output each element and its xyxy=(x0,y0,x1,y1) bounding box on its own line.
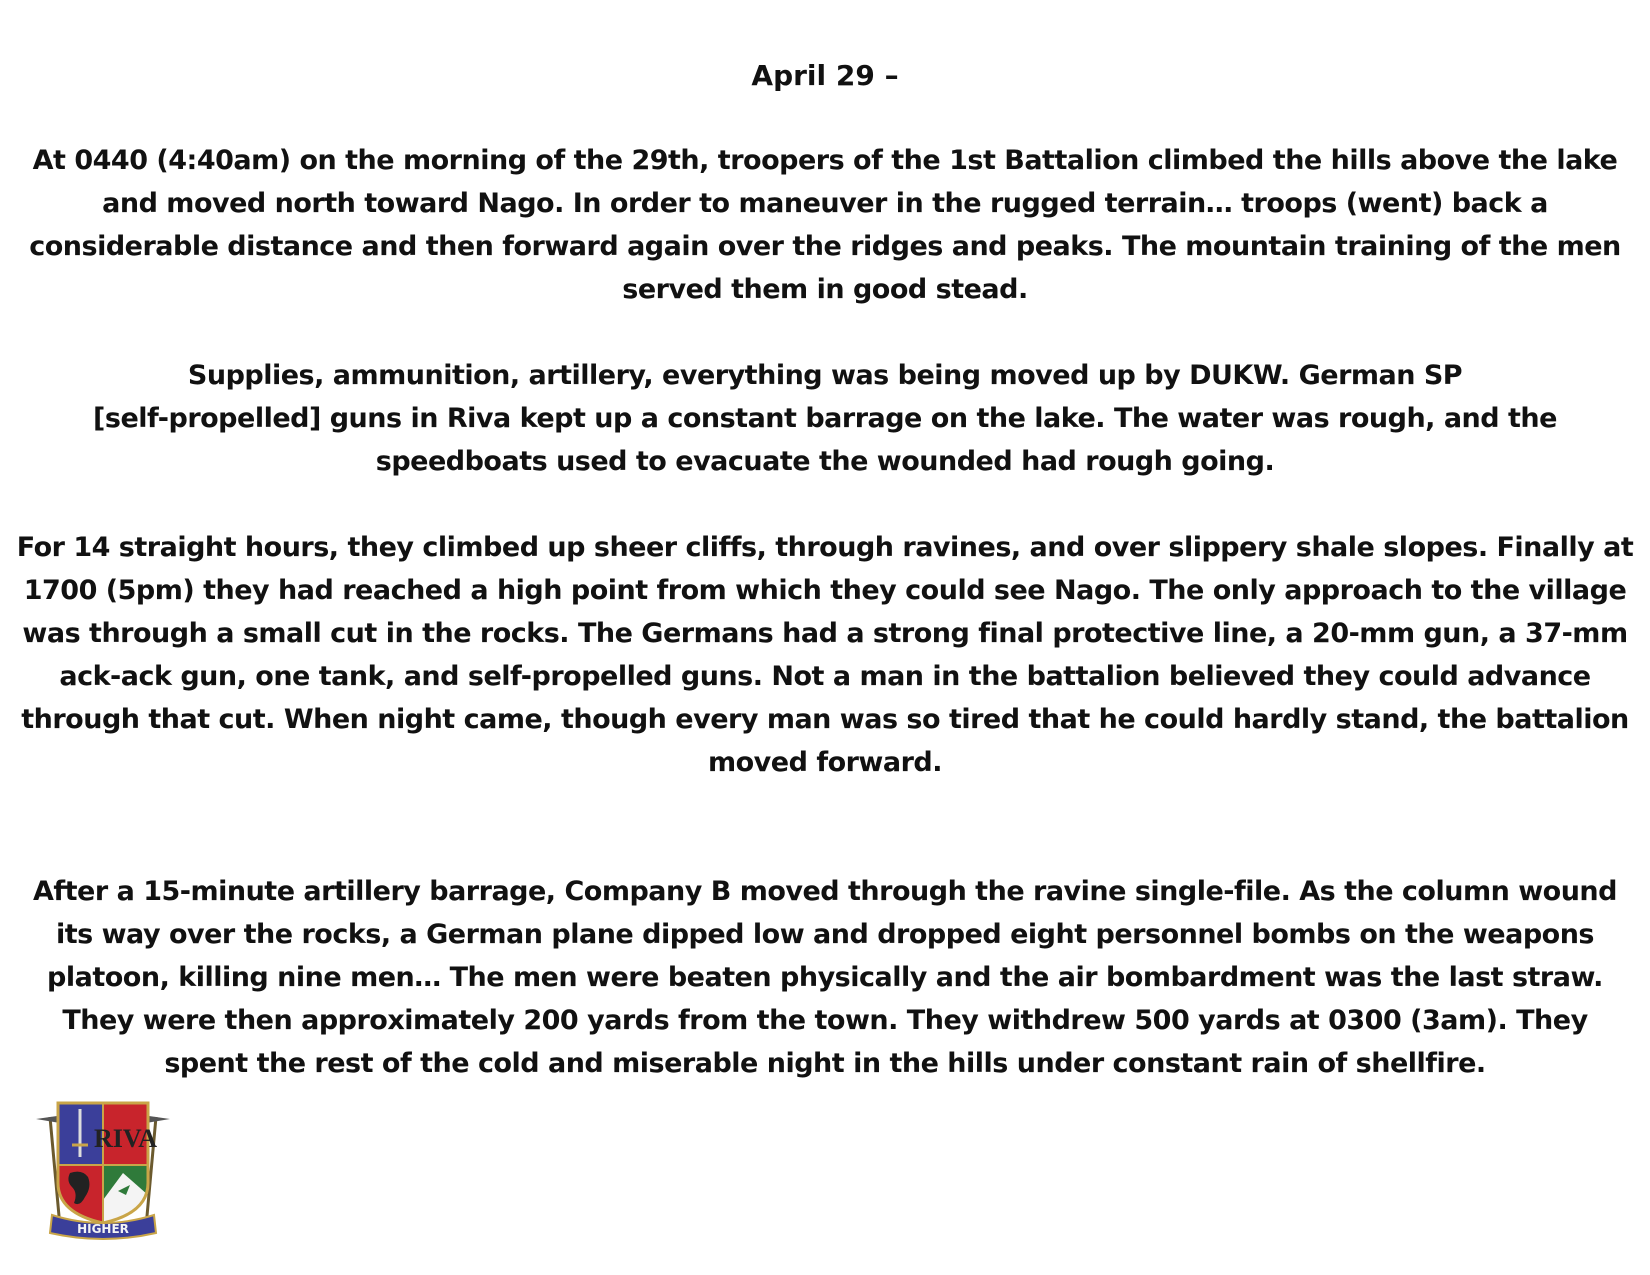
document-title: April 29 – xyxy=(751,59,899,92)
paragraph-4 xyxy=(0,870,1650,1085)
crest-svg xyxy=(30,1095,175,1240)
motto-text: HIGHER xyxy=(77,1222,129,1236)
paragraph-line: was through a small cut in the rocks. The Germans had a strong final protective line, a 20-mm gun, a 37-mm xyxy=(22,618,1628,649)
paragraph-line: spent the rest of the cold and miserable night in the hills under constant rain of shellfire. xyxy=(164,1048,1486,1079)
paragraph-line: 1700 (5pm) they had reached a high point from which they could see Nago. The only approach to the village xyxy=(23,575,1627,606)
paragraph-2 xyxy=(0,354,1650,483)
paragraph-line: moved forward. xyxy=(708,747,942,778)
paragraph-line: considerable distance and then forward again over the ridges and peaks. The mountain training of the men xyxy=(29,231,1621,262)
paragraph-line: served them in good stead. xyxy=(622,274,1028,305)
paragraph-line: After a 15-minute artillery barrage, Company B moved through the ravine single-file. As the column wound xyxy=(33,876,1617,907)
paragraph-line: ack-ack gun, one tank, and self-propelled guns. Not a man in the battalion believed they could advance xyxy=(59,661,1591,692)
paragraph-line: At 0440 (4:40am) on the morning of the 29th, troopers of the 1st Battalion climbed the hills above the lake xyxy=(32,145,1618,176)
paragraph-line: its way over the rocks, a German plane dipped low and dropped eight personnel bombs on the weapons xyxy=(55,919,1594,950)
paragraph-1 xyxy=(0,139,1650,311)
paragraph-line: through that cut. When night came, though every man was so tired that he could hardly stand, the battalion xyxy=(21,704,1629,735)
paragraph-line: platoon, killing nine men… The men were beaten physically and the air bombardment was the last straw. xyxy=(47,962,1603,993)
paragraph-line: [self-propelled] guns in Riva kept up a constant barrage on the lake. The water was rough, and the xyxy=(93,403,1557,434)
paragraph-line: They were then approximately 200 yards from the town. They withdrew 500 yards at 0300 (3am). They xyxy=(62,1005,1588,1036)
paragraph-line: Supplies, ammunition, artillery, everything was being moved up by DUKW. German SP xyxy=(187,360,1463,391)
crest-text: RIVA xyxy=(93,1124,158,1153)
paragraph-line: For 14 straight hours, they climbed up sheer cliffs, through ravines, and over slippery shale slopes. Finally at xyxy=(16,532,1634,563)
shield-icon xyxy=(58,1103,157,1225)
paragraph-3 xyxy=(0,526,1650,784)
paragraph-line: and moved north toward Nago. In order to maneuver in the rugged terrain… troops (went) back a xyxy=(102,188,1548,219)
paragraph-line: speedboats used to evacuate the wounded had rough going. xyxy=(375,446,1275,477)
regimental-crest-icon xyxy=(30,1095,175,1240)
